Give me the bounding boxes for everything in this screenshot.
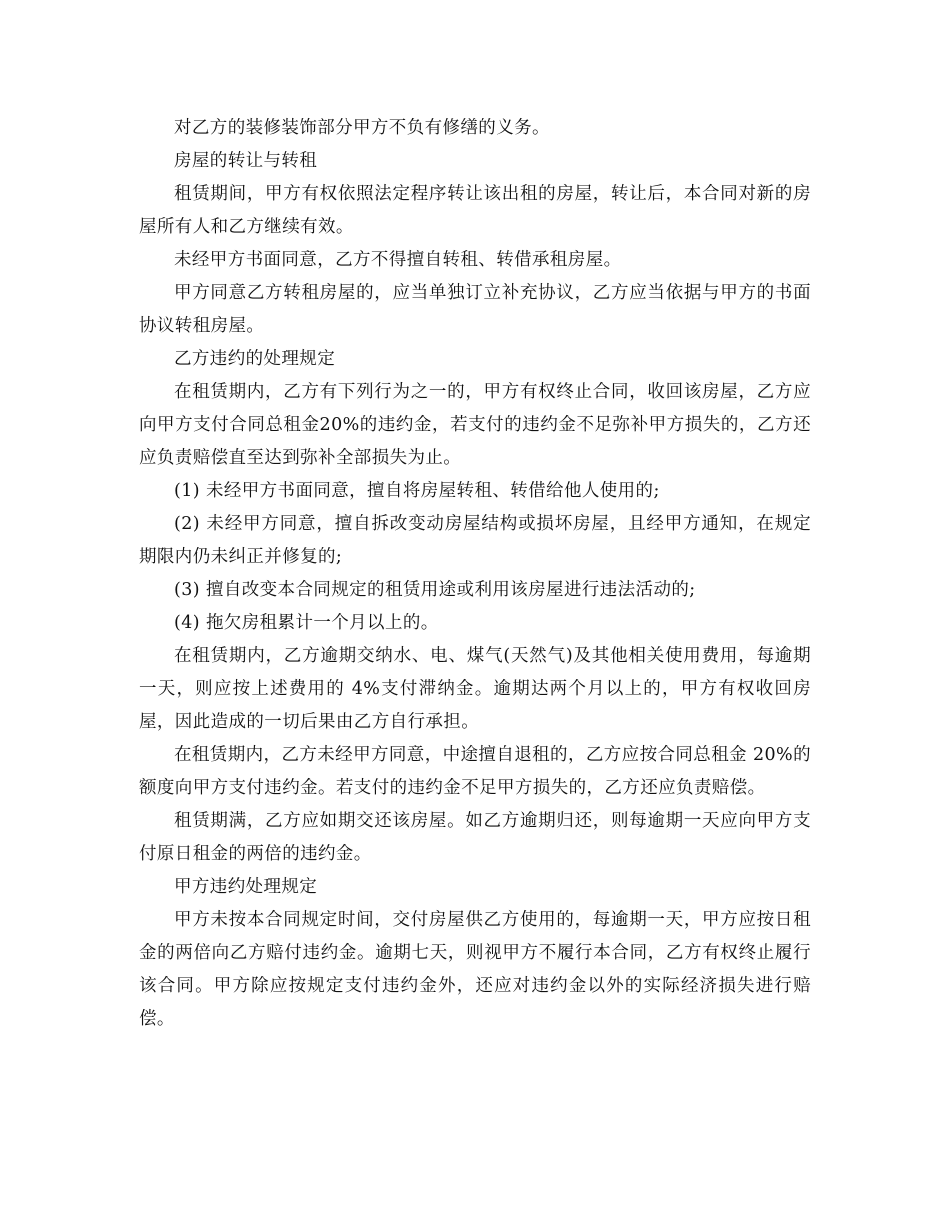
heading-transfer-sublease: 房屋的转让与转租 — [174, 151, 318, 171]
paragraph-late-utility-fees: 在租赁期内，乙方逾期交纳水、电、煤气(天然气)及其他相关使用费用，每逾期一天，则应按上述费用的 4%支付滞纳金。逾期达两个月以上的，甲方有权收回房屋，因此造成的一切后果由乙方自行承担。 — [139, 646, 811, 732]
heading-landlord-breach: 甲方违约处理规定 — [174, 877, 318, 897]
heading-tenant-breach: 乙方违约的处理规定 — [174, 349, 336, 369]
list-item-breach-1: (1) 未经甲方书面同意，擅自将房屋转租、转借给他人使用的; — [174, 481, 660, 501]
paragraph-tenant-breach-terms: 在租赁期内，乙方有下列行为之一的，甲方有权终止合同，收回该房屋，乙方应向甲方支付合同总租金20%的违约金，若支付的违约金不足弥补甲方损失的，乙方还应负责赔偿直至达到弥补全部损失为止。 — [139, 382, 811, 468]
paragraph-landlord-breach-terms: 甲方未按本合同规定时间，交付房屋供乙方使用的，每逾期一天，甲方应按日租金的两倍向乙方赔付违约金。逾期七天，则视甲方不履行本合同，乙方有权终止履行该合同。甲方除应按规定支付违约金外，还应对违约金以外的实际经济损失进行赔偿。 — [139, 910, 811, 1029]
paragraph-early-termination: 在租赁期内，乙方未经甲方同意，中途擅自退租的，乙方应按合同总租金 20%的额度向甲方支付违约金。若支付的违约金不足甲方损失的，乙方还应负责赔偿。 — [139, 745, 811, 798]
paragraph-sublease-agreement: 甲方同意乙方转租房屋的，应当单独订立补充协议，乙方应当依据与甲方的书面协议转租房屋。 — [139, 283, 811, 336]
paragraph-no-sublease-without-consent: 未经甲方书面同意，乙方不得擅自转租、转借承租房屋。 — [174, 250, 622, 270]
paragraph-late-return: 租赁期满，乙方应如期交还该房屋。如乙方逾期归还，则每逾期一天应向甲方支付原日租金的两倍的违约金。 — [139, 811, 811, 864]
list-item-breach-3: (3) 擅自改变本合同规定的租赁用途或利用该房屋进行违法活动的; — [174, 580, 696, 600]
paragraph-transfer-validity: 租赁期间，甲方有权依照法定程序转让该出租的房屋，转让后，本合同对新的房屋所有人和乙方继续有效。 — [139, 184, 811, 237]
paragraph-repair-obligation: 对乙方的装修装饰部分甲方不负有修缮的义务。 — [174, 118, 550, 138]
document-body — [139, 112, 811, 1036]
list-item-breach-4: (4) 拖欠房租累计一个月以上的。 — [174, 613, 439, 633]
list-item-breach-2: (2) 未经甲方同意，擅自拆改变动房屋结构或损坏房屋，且经甲方通知，在规定期限内仍未纠正并修复的; — [139, 514, 811, 567]
